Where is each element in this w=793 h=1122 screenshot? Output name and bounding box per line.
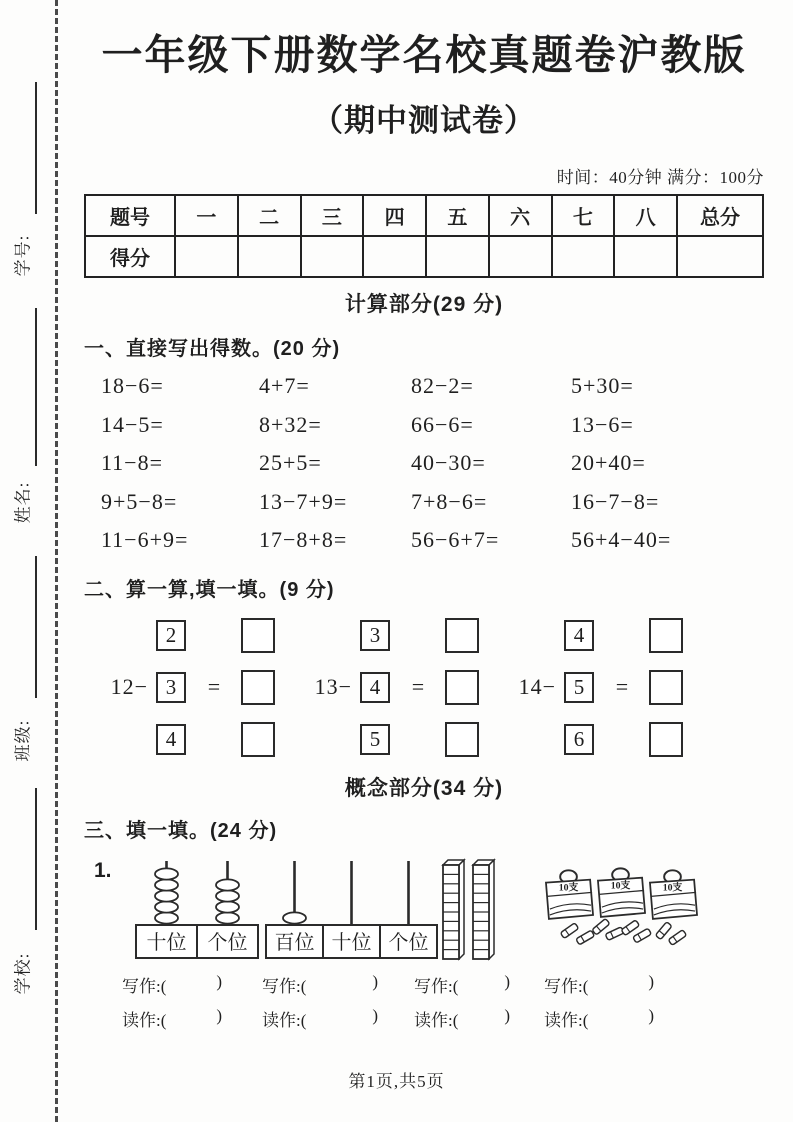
answer-blank-close: ) xyxy=(372,1006,378,1026)
q3-figure-column xyxy=(544,857,699,1031)
q2-group xyxy=(94,618,282,756)
q2-answer-box xyxy=(649,722,683,757)
score-cell-empty xyxy=(552,236,615,277)
math-problem: 20+40= xyxy=(571,450,646,476)
math-problem: 8+32= xyxy=(259,411,322,437)
q2-equals-sign: = xyxy=(207,674,221,700)
q2-group xyxy=(502,618,690,756)
read-as-line xyxy=(122,1006,222,1031)
score-table-header-row xyxy=(85,195,763,236)
svg-text:10支: 10支 xyxy=(558,882,579,894)
math-problem: 66−6= xyxy=(411,411,474,437)
answer-blank-close: ) xyxy=(648,1006,654,1026)
answer-blank-open: 写作:( xyxy=(262,977,307,997)
q2-group xyxy=(298,618,486,756)
margin-fill-line xyxy=(35,82,37,214)
math-problem: 9+5−8= xyxy=(101,488,178,514)
q2-top-number-box: 3 xyxy=(360,620,390,651)
read-as-line xyxy=(262,1006,378,1031)
left-binding-margin xyxy=(0,0,58,1122)
write-as-line xyxy=(414,972,510,997)
q2-minuend: 13− xyxy=(314,674,352,700)
q2-minuend: 14− xyxy=(518,674,556,700)
concept-section-header: 概念部分(34 分) xyxy=(344,777,504,801)
score-row-label: 得分 xyxy=(85,236,175,277)
page-title: 一年级下册数学名校真题卷沪教版 xyxy=(101,32,747,78)
margin-label: 班级: xyxy=(13,719,33,762)
math-problem: 56+4−40= xyxy=(571,527,672,553)
q2-title: 二、算一算,填一填。(9 分) xyxy=(84,579,335,602)
svg-text:10支: 10支 xyxy=(662,882,683,894)
q2-minuend: 12− xyxy=(110,674,148,700)
q2-answer-box xyxy=(241,618,275,653)
score-cell-empty xyxy=(426,236,489,277)
loose-pencil xyxy=(633,928,652,943)
score-cell-empty xyxy=(301,236,364,277)
q2-bottom-number-box: 4 xyxy=(156,724,186,755)
score-cell-empty xyxy=(238,236,301,277)
base-ten-blocks-figure xyxy=(437,857,503,961)
answer-blank-open: 读作:( xyxy=(414,1011,459,1031)
svg-text:个位: 个位 xyxy=(388,932,428,955)
math-problem: 56−6+7= xyxy=(411,527,500,553)
margin-label: 姓名: xyxy=(13,481,33,524)
q2-answer-box xyxy=(445,722,479,757)
score-table-header-cell: 总分 xyxy=(677,195,763,236)
score-table-header-cell: 五 xyxy=(426,195,489,236)
math-problem: 14−5= xyxy=(101,411,164,437)
score-cell-empty xyxy=(363,236,426,277)
q2-subtrahend-box: 4 xyxy=(360,672,390,703)
math-problem: 13−6= xyxy=(571,411,634,437)
svg-text:百位: 百位 xyxy=(274,932,314,955)
calc-section-header: 计算部分(29 分) xyxy=(344,292,504,316)
bags-figure-box xyxy=(544,857,699,961)
math-problem: 18−6= xyxy=(101,373,164,399)
math-problem: 82−2= xyxy=(411,373,474,399)
score-table-header-cell: 六 xyxy=(489,195,552,236)
exam-meta: 时间：40分钟 满分：100分 xyxy=(556,167,764,187)
write-as-line xyxy=(262,972,378,997)
margin-fill-line xyxy=(35,788,37,930)
pencil-bags-figure xyxy=(544,865,699,961)
q2-equals-sign: = xyxy=(411,674,425,700)
q3-figure-column xyxy=(122,857,272,1031)
answer-blank-close: ) xyxy=(504,972,510,992)
score-table-header-cell: 题号 xyxy=(85,195,175,236)
score-cell-empty xyxy=(614,236,677,277)
math-problem: 5+30= xyxy=(571,373,634,399)
margin-label: 学校: xyxy=(13,952,33,995)
margin-fill-line xyxy=(35,556,37,698)
answer-blank-open: 读作:( xyxy=(262,1011,307,1031)
q2-top-number-box: 2 xyxy=(156,620,186,651)
score-table xyxy=(84,194,764,278)
answer-blank-close: ) xyxy=(372,972,378,992)
loose-pencil xyxy=(621,920,639,936)
answer-blank-close: ) xyxy=(504,1006,510,1026)
paper-content xyxy=(84,0,764,1037)
score-row xyxy=(85,236,763,277)
loose-pencil xyxy=(605,927,624,941)
math-problem: 16−7−8= xyxy=(571,488,660,514)
score-table-header-cell: 七 xyxy=(552,195,615,236)
q2-diagram xyxy=(84,618,764,756)
math-problem: 11−6+9= xyxy=(101,527,189,553)
math-problem: 40−30= xyxy=(411,450,486,476)
q3-item-number: 1. xyxy=(94,859,112,883)
score-cell-empty xyxy=(489,236,552,277)
math-problem: 13−7+9= xyxy=(259,488,348,514)
answer-blank-open: 读作:( xyxy=(544,1011,589,1031)
q2-answer-box xyxy=(445,618,479,653)
score-table-header-cell: 二 xyxy=(238,195,301,236)
math-problem: 11−8= xyxy=(101,450,163,476)
q2-answer-box xyxy=(241,722,275,757)
answer-blank-close: ) xyxy=(216,1006,222,1026)
write-as-line xyxy=(122,972,222,997)
write-as-line xyxy=(544,972,654,997)
q2-bottom-number-box: 6 xyxy=(564,724,594,755)
page-subtitle: （期中测试卷） xyxy=(312,103,536,139)
answer-blank-close: ) xyxy=(216,972,222,992)
q1-title: 一、直接写出得数。(20 分) xyxy=(84,337,341,360)
q2-subtrahend-box: 3 xyxy=(156,672,186,703)
page-footer: 第1页,共5页 xyxy=(348,1072,445,1091)
q3-title: 三、填一填。(24 分) xyxy=(84,820,278,843)
score-table-header-cell: 一 xyxy=(175,195,238,236)
math-problem: 17−8+8= xyxy=(259,527,348,553)
answer-blank-open: 写作:( xyxy=(414,977,459,997)
svg-text:十位: 十位 xyxy=(331,932,371,955)
q3-figure-column xyxy=(414,857,526,1031)
abacus-figure-box xyxy=(122,857,272,961)
margin-fill-line xyxy=(35,308,37,466)
q1-problem-grid xyxy=(84,367,764,560)
score-table-header-cell: 三 xyxy=(301,195,364,236)
q2-answer-box xyxy=(241,670,275,705)
score-cell-empty xyxy=(175,236,238,277)
q2-answer-box xyxy=(649,618,683,653)
q3-figures-area xyxy=(84,857,764,1037)
read-as-line xyxy=(414,1006,510,1031)
q2-equals-sign: = xyxy=(615,674,629,700)
math-problem: 25+5= xyxy=(259,450,322,476)
answer-blank-open: 写作:( xyxy=(122,977,167,997)
blocks-figure-box xyxy=(414,857,526,961)
q2-bottom-number-box: 5 xyxy=(360,724,390,755)
abacus-figure xyxy=(133,857,261,961)
svg-text:十位: 十位 xyxy=(146,932,187,955)
loose-pencil xyxy=(560,923,578,939)
loose-pencil xyxy=(655,922,672,940)
score-table-header-cell: 八 xyxy=(614,195,677,236)
loose-pencil xyxy=(668,930,686,946)
math-problem: 4+7= xyxy=(259,373,310,399)
svg-text:个位: 个位 xyxy=(207,932,248,955)
score-table-header-cell: 四 xyxy=(363,195,426,236)
margin-label: 学号: xyxy=(13,234,33,277)
abacus-figure xyxy=(263,857,440,961)
answer-blank-close: ) xyxy=(648,972,654,992)
score-cell-empty xyxy=(677,236,763,277)
answer-blank-open: 读作:( xyxy=(122,1011,167,1031)
q2-top-number-box: 4 xyxy=(564,620,594,651)
answer-blank-open: 写作:( xyxy=(544,977,589,997)
loose-pencil xyxy=(576,930,595,945)
svg-text:10支: 10支 xyxy=(610,880,631,892)
q2-answer-box xyxy=(445,670,479,705)
q2-answer-box xyxy=(649,670,683,705)
q2-subtrahend-box: 5 xyxy=(564,672,594,703)
math-problem: 7+8−6= xyxy=(411,488,488,514)
read-as-line xyxy=(544,1006,654,1031)
